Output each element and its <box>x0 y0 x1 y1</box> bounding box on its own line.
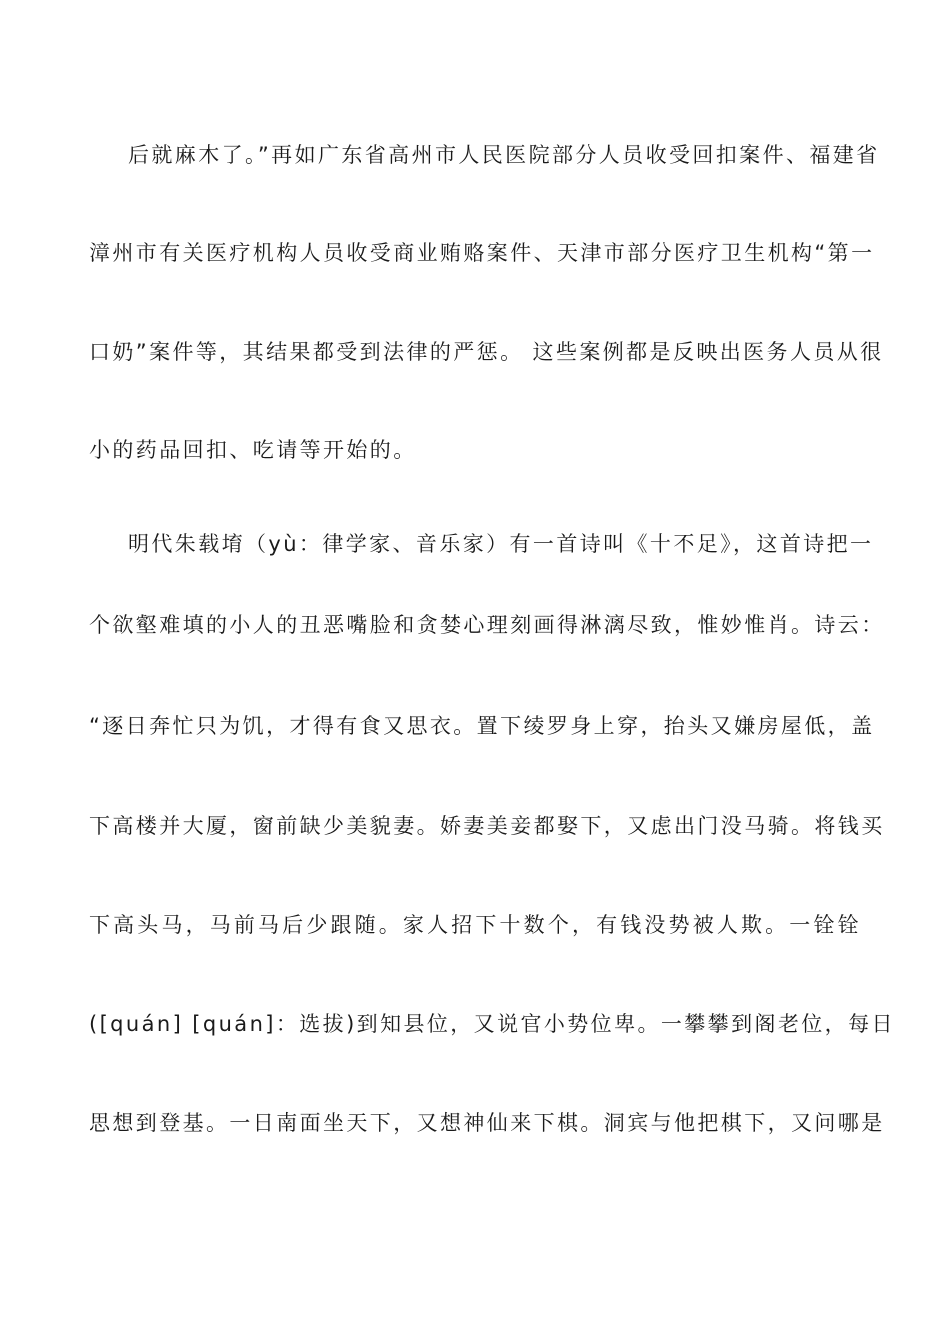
paragraph-line-6: 个欲壑难填的小人的丑恶嘴脸和贪婪心理刻画得淋漓尽致，惟妙惟肖。诗云： <box>89 613 885 637</box>
paragraph-line-5: 明代朱载堉（yù：律学家、音乐家）有一首诗叫《十不足》，这首诗把一 <box>128 532 874 556</box>
paragraph-line-4: 小的药品回扣、吃请等开始的。 <box>89 438 417 462</box>
paragraph-line-10: ([quán] [quán]：选拔)到知县位，又说官小势位卑。一攀攀到阁老位，每日 <box>89 1012 895 1036</box>
paragraph-line-8: 下高楼并大厦，窗前缺少美貌妻。娇妻美妾都娶下，又虑出门没马骑。将钱买 <box>89 814 885 838</box>
paragraph-line-7: “逐日奔忙只为饥，才得有食又思衣。置下绫罗身上穿，抬头又嫌房屋低，盖 <box>89 714 875 738</box>
paragraph-line-11: 思想到登基。一日南面坐天下，又想神仙来下棋。洞宾与他把棋下，又问哪是 <box>89 1111 885 1135</box>
paragraph-line-3: 口奶”案件等，其结果都受到法律的严惩。 这些案例都是反映出医务人员从很 <box>89 340 884 364</box>
paragraph-line-2: 漳州市有关医疗机构人员收受商业贿赂案件、天津市部分医疗卫生机构“第一 <box>89 241 875 265</box>
paragraph-line-9: 下高头马，马前马后少跟随。家人招下十数个，有钱没势被人欺。一铨铨 <box>89 913 861 937</box>
paragraph-line-1: 后就麻木了。”再如广东省高州市人民医院部分人员收受回扣案件、福建省 <box>128 143 880 167</box>
